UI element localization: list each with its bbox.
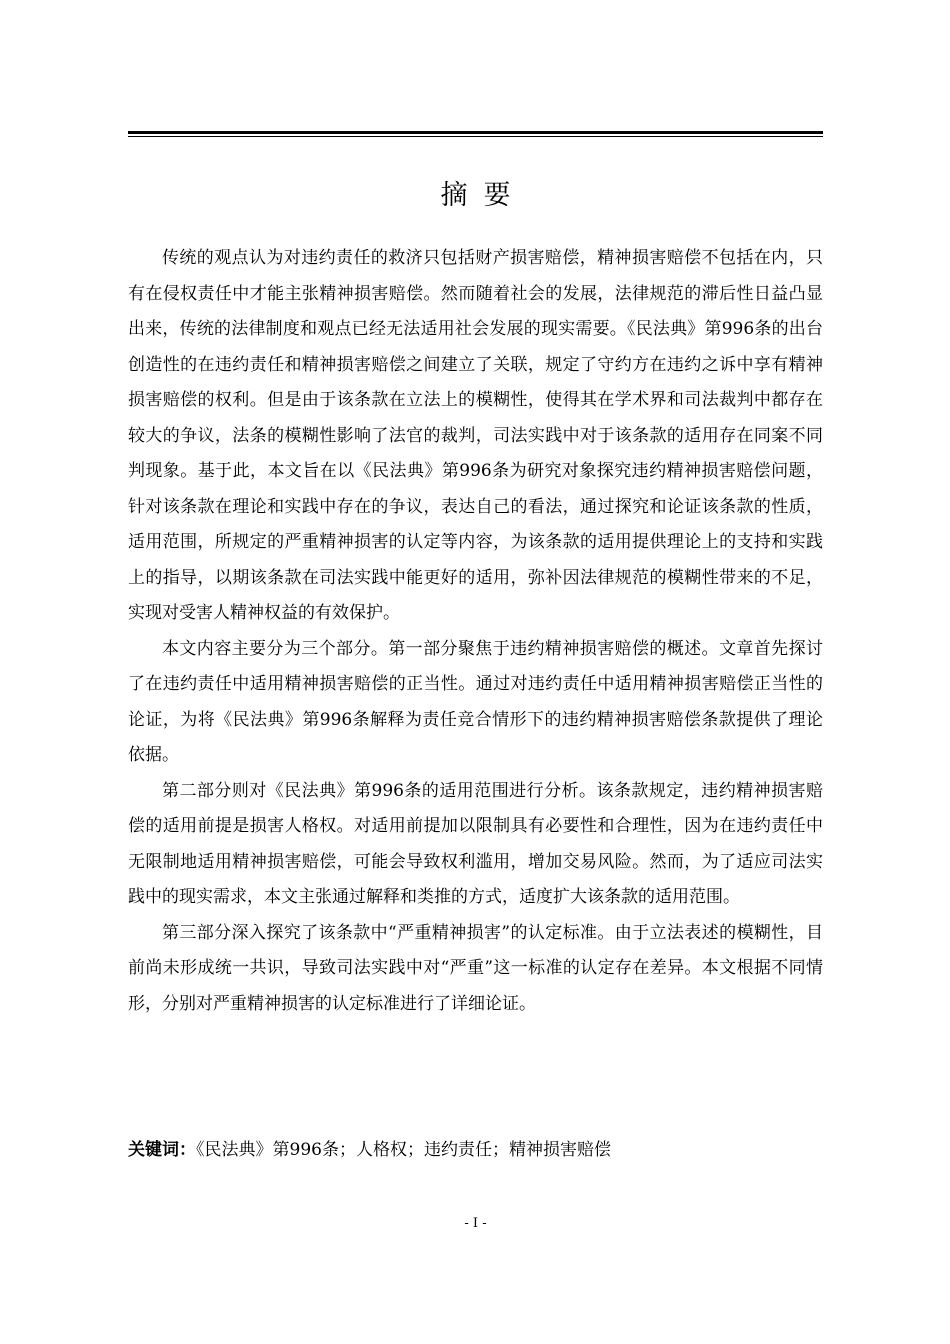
abstract-body [128, 241, 823, 1022]
page-number: - I - [464, 1216, 487, 1231]
abstract-title: 摘要 [440, 180, 527, 211]
header-rule-thin [128, 136, 823, 137]
keywords-text: 《民法典》第996条；人格权；违约责任；精神损害赔偿 [196, 1140, 611, 1160]
abstract-paragraph-3: 第二部分则对《民法典》第996条的适用范围进行分析。该条款规定，违约精神损害赔偿的适用前提是损害人格权。对适用前提加以限制具有必要性和合理性，因为在违约责任中无限制地适用精神损害赔偿，可能会导致权利滥用，增加交易风险。然而，为了适应司法实践中的现实需求，本文主张通过解释和类推的方式，适度扩大该条款的适用范围。 [128, 780, 823, 907]
header-rule-thick [128, 131, 823, 134]
abstract-paragraph-1: 传统的观点认为对违约责任的救济只包括财产损害赔偿，精神损害赔偿不包括在内，只有在侵权责任中才能主张精神损害赔偿。然而随着社会的发展，法律规范的滞后性日益凸显出来，传统的法律制度和观点已经无法适用社会发展的现实需要。《民法典》第996条的出台创造性的在违约责任和精神损害赔偿之间建立了关联，规定了守约方在违约之诉中享有精神损害赔偿的权利。但是由于该条款在立法上的模糊性，使得其在学术界和司法裁判中都存在较大的争议，法条的模糊性影响了法官的裁判，司法实践中对于该条款的适用存在同案不同判现象。基于此，本文旨在以《民法典》第996条为研究对象探究违约精神损害赔偿问题，针对该条款在理论和实践中存在的争议，表达自己的看法，通过探究和论证该条款的性质，适用范围，所规定的严重精神损害的认定等内容，为该条款的适用提供理论上的支持和实践上的指导，以期该条款在司法实践中能更好的适用，弥补因法律规范的模糊性带来的不足，实现对受害人精神权益的有效保护。 [128, 248, 823, 623]
abstract-paragraph-2: 本文内容主要分为三个部分。第一部分聚焦于违约精神损害赔偿的概述。文章首先探讨了在违约责任中适用精神损害赔偿的正当性。通过对违约责任中适用精神损害赔偿正当性的论证，为将《民法典》第996条解释为责任竞合情形下的违约精神损害赔偿条款提供了理论依据。 [128, 638, 823, 765]
abstract-paragraph-4: 第三部分深入探究了该条款中“严重精神损害”的认定标准。由于立法表述的模糊性，目前尚未形成统一共识，导致司法实践中对“严重”这一标准的认定存在差异。本文根据不同情形，分别对严重精神损害的认定标准进行了详细论证。 [128, 922, 823, 1014]
keywords-label: 关键词： [128, 1140, 196, 1160]
keywords-line [128, 1134, 823, 1166]
